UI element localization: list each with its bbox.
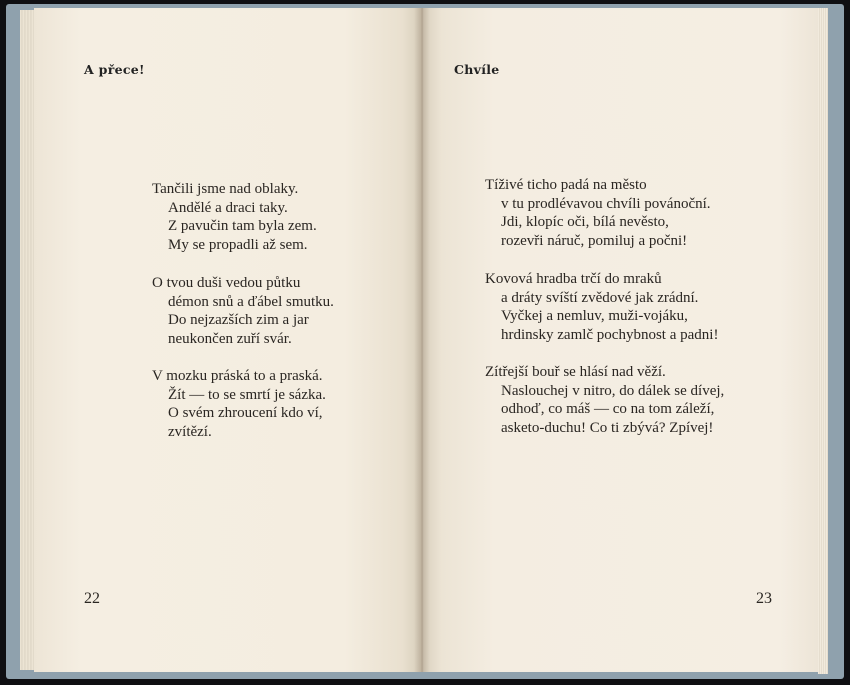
verse-line: neukončen zuří svár. [168,330,292,347]
left-stanza-3 [152,367,326,441]
verse-line: Z pavučin tam byla zem. [168,218,317,234]
left-page-number: 22 [84,590,100,607]
right-page-number: 23 [756,590,772,607]
verse-line: Tíživé ticho padá na město [485,177,647,193]
verse-line: Zítřejší bouř se hlásí nad věží. [485,364,666,380]
verse-line: My se propadli až sem. [168,236,308,253]
verse-line: Andělé a draci taky. [168,199,288,216]
right-stanza-3 [485,363,724,437]
verse-line: zvítězí. [168,423,212,440]
book-gutter [414,8,430,672]
verse-line: asketo-duchu! Co ti zbývá? Zpívej! [501,419,714,436]
verse-line: a dráty svíští zvědové jak zrádní. [501,289,699,306]
verse-line: rozevři náruč, pomiluj a počni! [501,232,688,249]
verse-line: Tančili jsme nad oblaky. [152,181,299,197]
right-stanza-1 [485,176,711,250]
verse-line: V mozku práská to a praská. [152,368,323,384]
verse-line: O tvou duši vedou půtku [152,275,301,291]
verse-line: Kovová hradba trčí do mraků [485,271,662,287]
verse-line: odhoď, co máš — co na tom záleží, [501,401,715,417]
verse-line: Jdi, klopíc oči, bílá nevěsto, [501,214,669,230]
verse-line: v tu prodlévavou chvíli povánoční. [501,195,711,212]
right-page-header: Chvíle [454,62,500,77]
page-edges-right [818,8,828,674]
left-page-header: A přece! [84,62,145,77]
verse-line: Žít — to se smrtí je sázka. [168,386,326,403]
verse-line: démon snů a ďábel smutku. [168,293,334,310]
right-stanza-2 [485,270,718,344]
verse-line: Naslouchej v nitro, do dálek se dívej, [501,382,725,399]
left-stanza-1 [152,180,317,254]
verse-line: O svém zhroucení kdo ví, [168,405,323,421]
verse-line: Do nejzazších zim a jar [168,312,309,328]
verse-line: Vyčkej a nemluv, muži-vojáku, [501,308,688,324]
verse-line: hrdinsky zamlč pochybnost a padni! [501,326,719,343]
left-stanza-2 [152,274,334,348]
